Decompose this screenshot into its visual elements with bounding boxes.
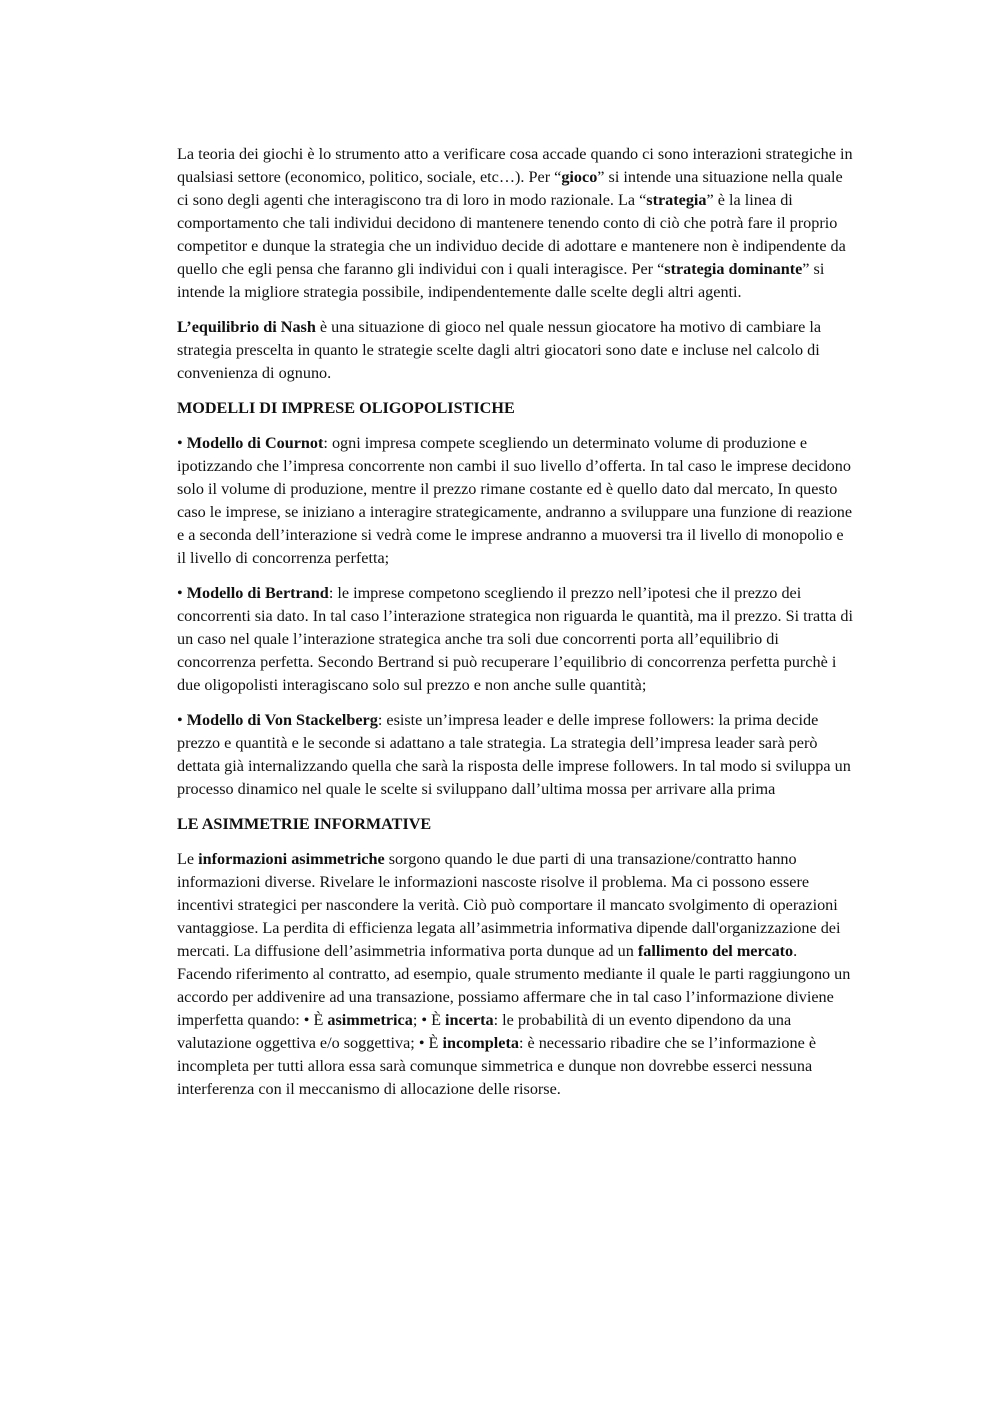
text: è una situazione di gioco nel quale nessun giocatore ha motivo di cambiare la strategia prescelta in quanto le strategie scelte dagli altri giocatori sono date e incluse nel calcolo di convenienza di ognuno. xyxy=(177,318,822,382)
text: ” si intende una situazione nella quale ci sono degli agenti che interagiscono tra di loro in modo razionale. La “ xyxy=(177,168,843,209)
term-fallimento-mercato: fallimento del mercato xyxy=(637,942,794,960)
term-bertrand: Modello di Bertrand xyxy=(186,584,329,602)
text: Le xyxy=(177,850,199,868)
section-heading-asymmetry: LE ASIMMETRIE INFORMATIVE xyxy=(177,815,432,833)
list-item-bertrand xyxy=(177,582,853,697)
term-cournot: Modello di Cournot xyxy=(186,434,324,452)
section-heading-models: MODELLI DI IMPRESE OLIGOPOLISTICHE xyxy=(177,399,515,417)
term-gioco: gioco xyxy=(561,168,598,186)
text: : le imprese competono scegliendo il prezzo nell’ipotesi che il prezzo dei concorrenti sia dato. In tal caso l’interazione strategica non riguarda le quantità, ma il prezzo. Si tratta di un caso nel quale l’interazione strategica anche tra soli due concorrenti porta all’equilibrio di concorrenza perfetta. Secondo Bertrand si può recuperare l’equilibrio di concorrenza perfetta purchè i due oligopolisti interagiscano solo sul prezzo e non anche sulle quantità; xyxy=(177,584,854,694)
bullet: • xyxy=(177,711,187,729)
term-incompleta: incompleta xyxy=(442,1034,519,1052)
bullet: • xyxy=(177,584,187,602)
term-strategia-dominante: strategia dominante xyxy=(664,260,803,278)
text: : le probabilità di un evento dipendono da una valutazione oggettiva e/o soggettiva; • È xyxy=(177,1011,792,1052)
text: : è necessario ribadire che se l’informazione è incompleta per tutti allora essa sarà comunque simmetrica e dunque non dovrebbe esserci nessuna interferenza con il meccanismo di allocazione delle risorse. xyxy=(177,1034,817,1098)
term-strategia: strategia xyxy=(646,191,707,209)
text: . Facendo riferimento al contratto, ad esempio, quale strumento mediante il quale le parti raggiungono un accordo per addivenire ad una transazione, possiamo affermare che in tal caso l’informazione diviene imperfetta quando: • È xyxy=(177,942,851,1029)
term-incerta: incerta xyxy=(445,1011,494,1029)
paragraph-nash xyxy=(177,316,853,385)
document-page xyxy=(177,143,853,1113)
text: La teoria dei giochi è lo strumento atto a verificare cosa accade quando ci sono interazioni strategiche in qualsiasi settore (economico, politico, sociale, etc…). Per “ xyxy=(177,145,853,186)
bullet: • xyxy=(177,434,187,452)
paragraph-game-theory xyxy=(177,143,853,304)
text: : esiste un’impresa leader e delle imprese followers: la prima decide prezzo e quantità e le seconde si adattano a tale strategia. La strategia dell’impresa leader sarà però dettata già internalizzando quella che sarà la risposta delle imprese followers. In tal modo si sviluppa un processo dinamico nel quale le scelte si sviluppano dall’ultima mossa per arrivare alla prima xyxy=(177,711,851,798)
text: ” si intende la migliore strategia possibile, indipendentemente dalle scelte degli altri agenti. xyxy=(177,260,825,301)
list-item-stackelberg xyxy=(177,709,853,801)
text: ; • È xyxy=(412,1011,446,1029)
list-item-cournot xyxy=(177,432,853,570)
term-asimmetrica: asimmetrica xyxy=(327,1011,413,1029)
text: sorgono quando le due parti di una transazione/contratto hanno informazioni diverse. Rivelare le informazioni nascoste risolve il problema. Ma ci possono essere incentivi strategici per nascondere la verità. Ciò può comportare il mancato svolgimento di operazioni vantaggiose. La perdita di efficienza legata all’asimmetria informativa dipende dall'organizzazione dei mercati. La diffusione dell’asimmetria informativa porta dunque ad un xyxy=(177,850,841,960)
term-informazioni-asimmetriche: informazioni asimmetriche xyxy=(198,850,385,868)
text: ” è la linea di comportamento che tali individui decidono di mantenere tenendo conto di ciò che potrà fare il proprio competitor e dunque la strategia che un individuo decide di adottare e mantenere non è indipendente da quello che egli pensa che faranno gli individui con i quali interagisce. Per “ xyxy=(177,191,846,278)
paragraph-asymmetry xyxy=(177,848,853,1101)
term-equilibrio-nash: L’equilibrio di Nash xyxy=(177,318,316,336)
text: : ogni impresa compete scegliendo un determinato volume di produzione e ipotizzando che l’impresa concorrente non cambi il suo livello d’offerta. In tal caso le imprese decidono solo il volume di produzione, mentre il prezzo rimane costante ed è quello dato dal mercato, In questo caso le imprese, se iniziano a interagire strategicamente, andranno a sviluppare una funzione di reazione e a seconda dell’interazione si vedrà come le imprese andranno a muoversi tra il livello di monopolio e il livello di concorrenza perfetta; xyxy=(177,434,853,567)
term-stackelberg: Modello di Von Stackelberg xyxy=(186,711,378,729)
